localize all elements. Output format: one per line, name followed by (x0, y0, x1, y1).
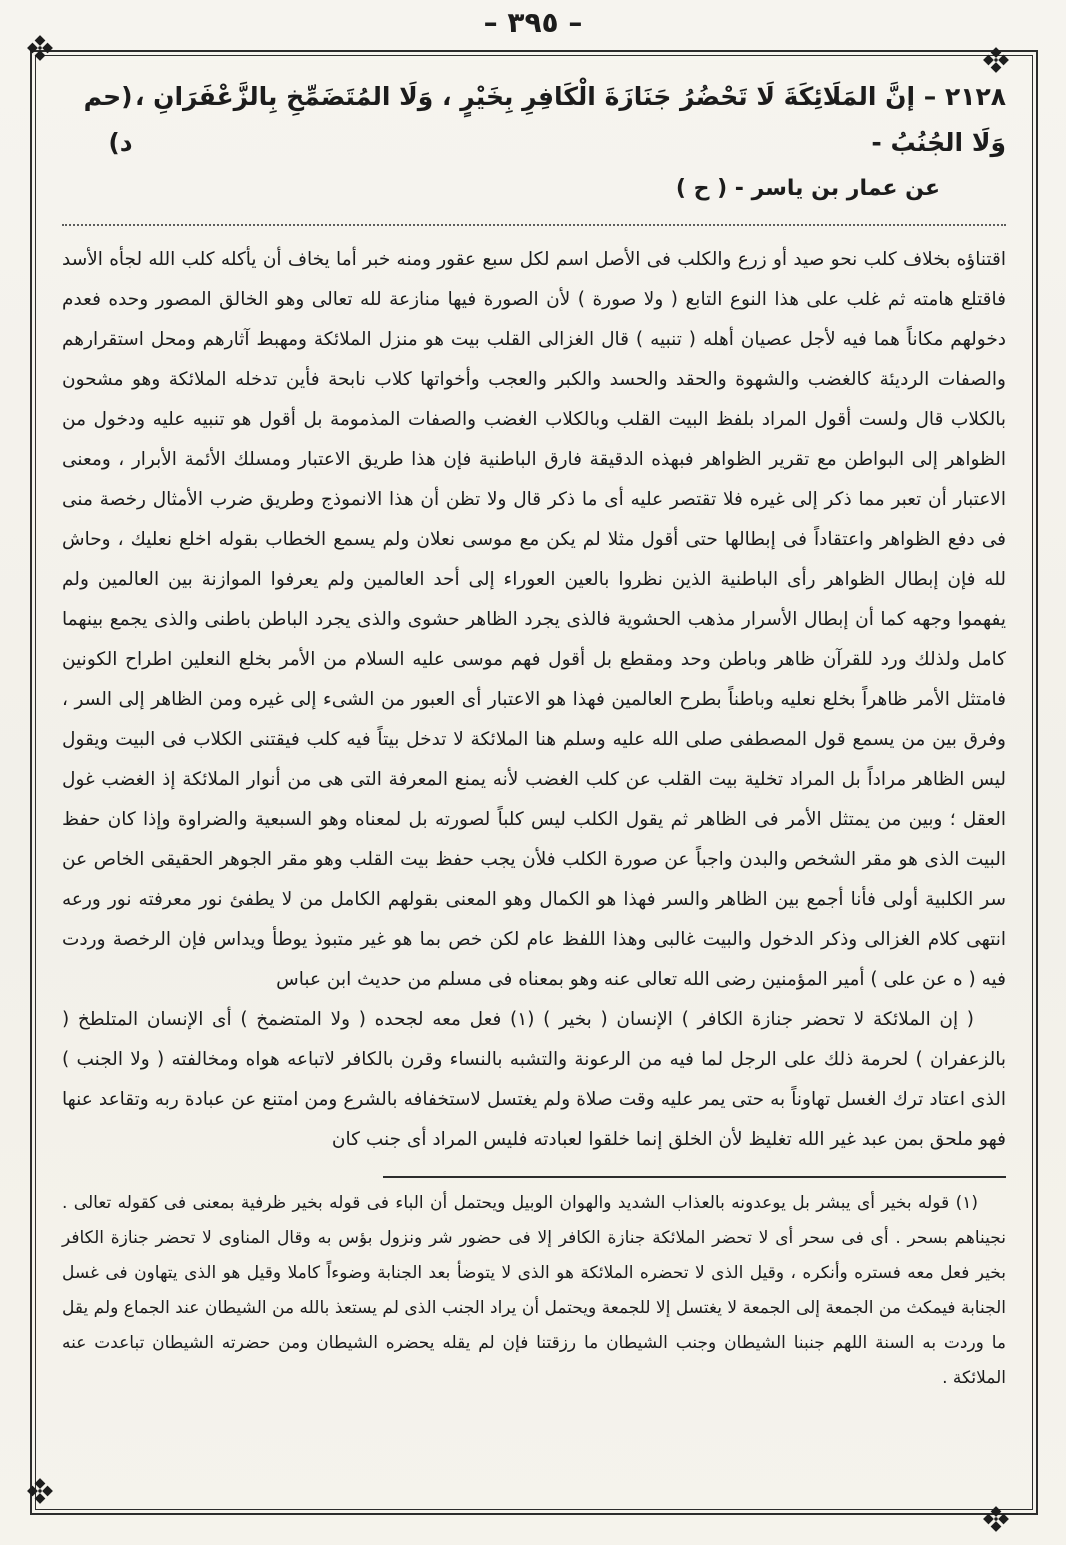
corner-ornament-icon (26, 1477, 54, 1505)
page-number: – ٣٩٥ – (483, 6, 583, 39)
hadith-line (62, 74, 1006, 166)
hadith-source-symbol: (حم د) (83, 82, 133, 157)
corner-ornament-icon (26, 34, 54, 62)
corner-ornament-icon (982, 1505, 1010, 1533)
page-border-frame (30, 50, 1038, 1515)
commentary-paragraph: ( إن الملائكة لا تحضر جنازة الكافر ) الإنسان ( بخير ) (١) فعل معه لجحده ( ولا المتضمخ ) أى الإنسان المتلطخ ( بالزعفران ) لحرمة ذلك على الرجل لما فيه من الرعونة والتشبه بالنساء وقرن بالكافر لاتباعه هواه ومخالفته ( ولا الجنب ) الذى اعتاد ترك الغسل تهاوناً به حتى يمر عليه وقت صلاة ولم يغتسل لاستخفافه بالشرع ومن امتنع عن عبادة ربه وتقاعد عنها فهو ملحق بمن عبد غير الله تغليظ لأن الخلق إنما خلقوا لعبادته فليس المراد أى جنب كان (62, 1009, 1006, 1150)
hadith-narrator: عن عمار بن ياسر - ( ح ) (675, 176, 940, 201)
footnote-text: (١) قوله بخير أى يبشر بل يوعدونه بالعذاب الشديد والهوان الوبيل ويحتمل أن الباء فى قوله بخير ظرفية بمعنى فى كقوله تعالى . نجيناهم بسحر . أى فى سحر أى لا تحضر الملائكة جنازة الكافر إلا فى حضور شر ونزول بؤس به وقال المناوى لا تحضر جنازة الكافر بخير فعل معه فستره وأنكره ، وقيل الذى لا تحضره الملائكة هو الذى لا يتوضأ بعد الجنابة وضوءاً كاملا وقيل هو الذى يتهاون فى غسل الجنابة فيمكث من الجمعة إلى الجمعة لا يغتسل إلا للجمعة ويحتمل أن يراد الجنب الذى لم يستعذ بالله من الشيطان عند الجماع ولم يقل ما وردت به السنة اللهم جنبنا الشيطان وجنب الشيطان ما رزقتنا فإن لم يقله يحضره الشيطان ومن حضرته الشيطان تباعدت عنه الملائكة . (62, 1193, 1006, 1388)
corner-ornament-icon (982, 46, 1010, 74)
commentary-block (62, 240, 1006, 1160)
hadith-block (62, 74, 1006, 212)
page-content-area (35, 55, 1033, 1510)
hadith-number-and-text: ٢١٢٨ – إنَّ المَلَائِكَةَ لَا تَحْضُرُ جَنَازَةَ الْكَافِرِ بِخَيْرٍ ، وَلَا المُتَضَمِّخِ بِالزَّعْفَرَانِ ، وَلَا الجُنُبُ - (134, 82, 1006, 157)
dotted-separator (62, 224, 1006, 226)
commentary-paragraph: اقتناؤه بخلاف كلب نحو صيد أو زرع والكلب فى الأصل اسم لكل سبع عقور ومنه خبر أما يخاف أن يأكله كلب الله لجأه الأسد فاقتلع هامته ثم غلب على هذا النوع التابع ( ولا صورة ) لأن الصورة فيها منازعة لله تعالى وهو الخالق المصور وحده فعدم دخولهم مكاناً هما فيه لأجل عصيان أهله ( تنبيه ) قال الغزالى القلب بيت هو منزل الملائكة ومهبط آثارهم ومحل استقرارهم والصفات الرديئة كالغضب والشهوة والحقد والحسد والكبر والعجب وأخواتها كلاب نابحة فأين تدخله الملائكة وهو مشحون بالكلاب قال ولست أقول المراد بلفظ البيت القلب وبالكلاب الغضب والصفات المذمومة بل أقول هو تنبيه عليه ودخول من الظواهر إلى البواطن مع تقرير الظواهر فبهذه الدقيقة فارق الباطنية فإن هذا طريق الاعتبار ومسلك الأئمة الأبرار ، ومعنى الاعتبار أن تعبر مما ذكر إلى غيره فلا تقتصر عليه أى ما ذكر قال ولا تظن أن هذا الانموذج وطريق ضرب الأمثال رخصة منى فى دفع الظواهر واعتقاداً فى إبطالها حتى أقول مثلا لم يكن مع موسى نعلان ولم يسمع الخطاب بقوله اخلع نعليك ، وحاش لله فإن إبطال الظواهر رأى الباطنية الذين نظروا بالعين العوراء إلى أحد العالمين ولم يعرفوا الموازنة بين العالمين ولم يفهموا وجهه كما أن إبطال الأسرار مذهب الحشوية فالذى يجرد الظاهر حشوى والذى يجرد الباطن باطنى والذى يجمع بينهما كامل ولذلك ورد للقرآن ظاهر وباطن وحد ومقطع بل أقول فهم موسى عليه السلام من الأمر بخلع النعلين اطراح الكونين فامتثل الأمر ظاهراً بخلع نعليه وباطناً بطرح العالمين فهذا هو الاعتبار أى العبور من الشىء إلى غيره ومن الظاهر إلى السر ، وفرق بين من يسمع قول المصطفى صلى الله عليه وسلم هنا الملائكة لا تدخل بيتاً فيه كلب فيقتنى الكلاب فى البيت ويقول ليس الظاهر مراداً بل المراد تخلية بيت القلب عن كلب الغضب لأنه يمنع المعرفة التى هى من أنوار الملائكة إذ الغضب غول العقل ؛ وبين من يمتثل الأمر فى الظاهر ثم يقول الكلب ليس كلباً لصورته بل لمعناه وهو السبعية والضراوة وإذا كان حفظ البيت الذى هو مقر الشخص والبدن واجباً عن صورة الكلب فلأن يجب حفظ بيت القلب وهو مقر الجوهر الحقيقى الخاص عن سر الكلبية أولى فأنا أجمع بين الظاهر والسر فهذا هو الكمال وهو المعنى بقولهم الكامل من لا يطفئ نور معرفته نور ورعه انتهى كلام الغزالى وذكر الدخول والبيت غالبى وهذا اللفظ عام لكن خص بما هو غير متبوذ يوطأ ويداس فإن الرخصة وردت فيه ( ه عن على ) أمير المؤمنين رضى الله تعالى عنه وهو بمعناه فى مسلم من حديث ابن عباس (62, 249, 1006, 990)
footnote-separator (383, 1176, 1006, 1178)
